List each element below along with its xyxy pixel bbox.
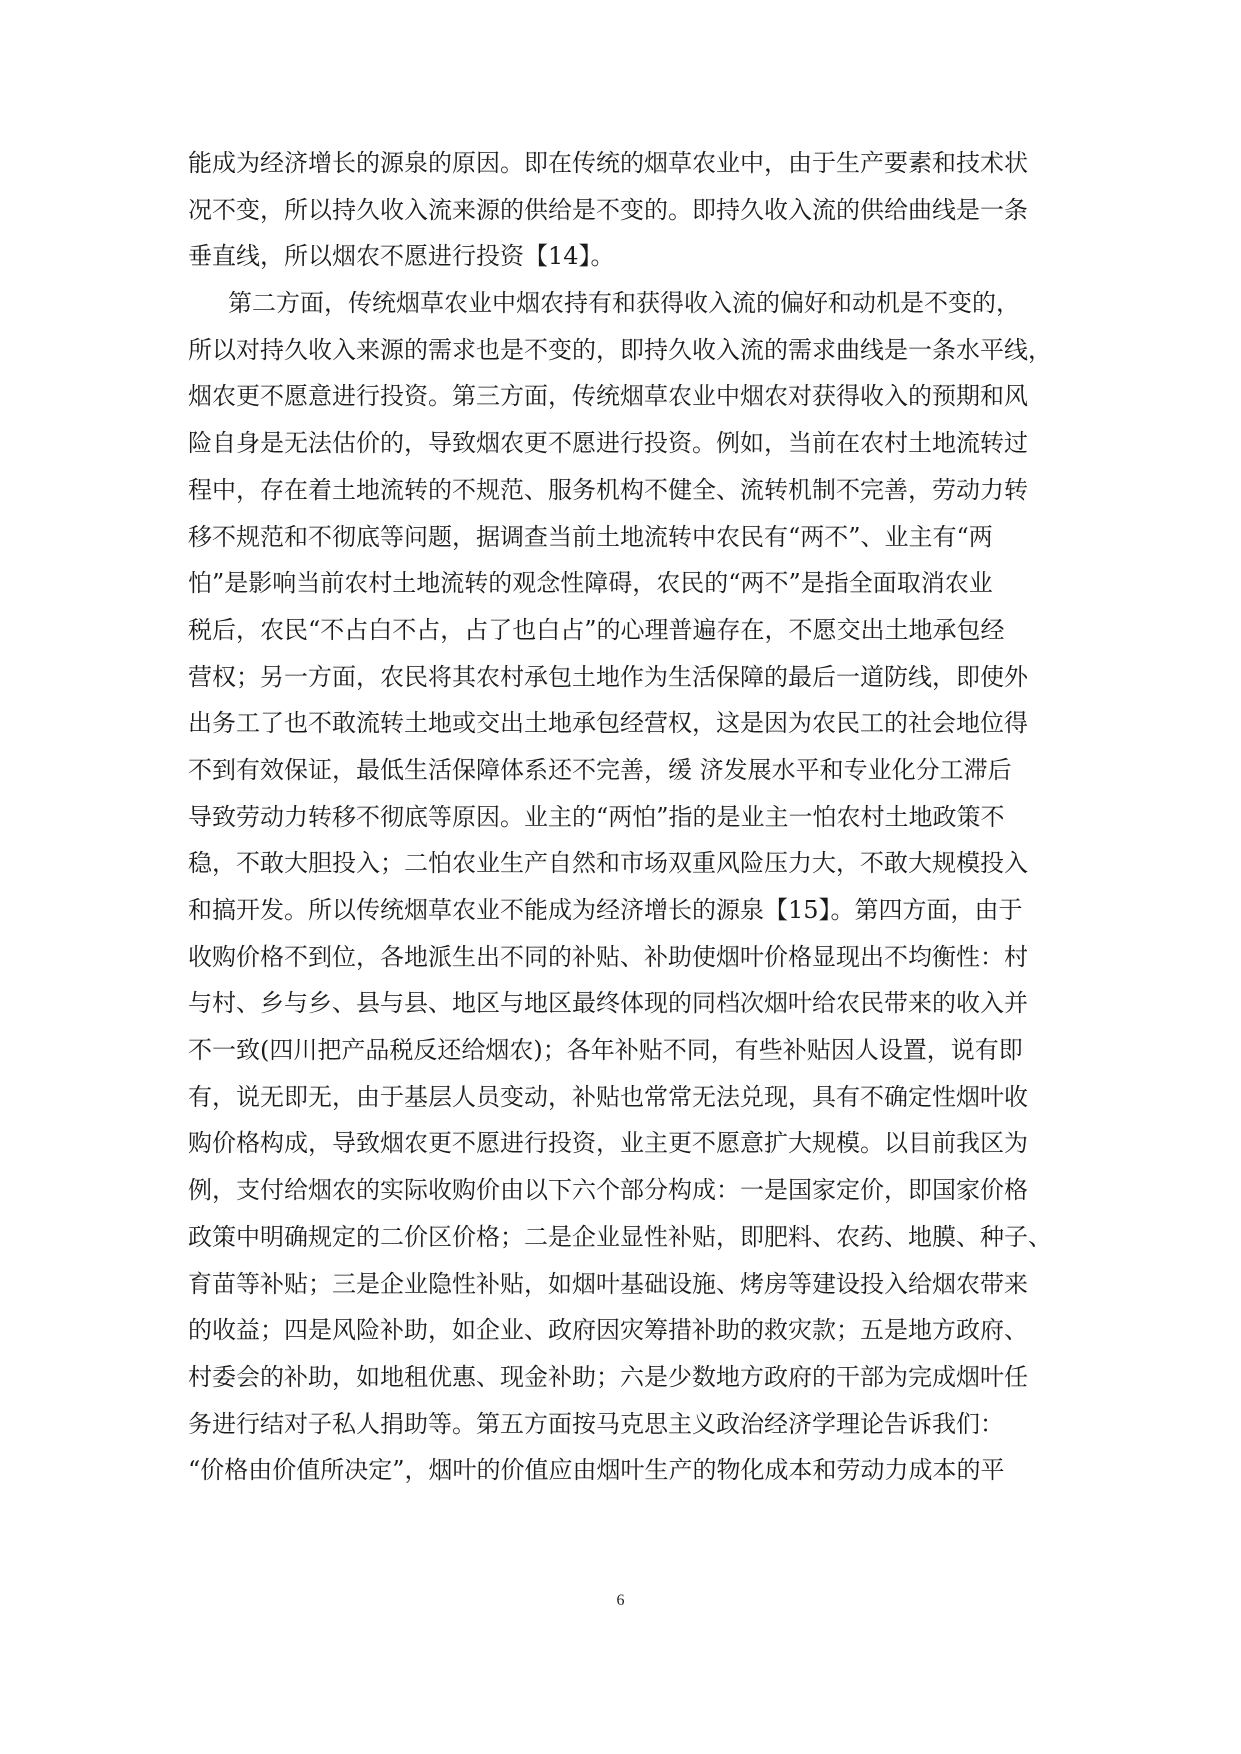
text-line: 政策中明确规定的二价区价格；二是企业显性补贴，即肥料、农药、地膜、种子、: [188, 1222, 1052, 1251]
page-number: 6: [616, 1592, 625, 1609]
text-line: 不到有效保证，最低生活保障体系还不完善，缓 济发展水平和专业化分工滞后: [188, 755, 1012, 784]
text-line: 烟农更不愿意进行投资。第三方面，传统烟草农业中烟农对获得收入的预期和风: [188, 382, 1028, 411]
body-text: [188, 140, 1068, 1494]
text-line: 出务工了也不敢流转土地或交出土地承包经营权，这是因为农民工的社会地位得: [188, 709, 1028, 738]
text-line: 能成为经济增长的源泉的原因。即在传统的烟草农业中，由于生产要素和技术状: [188, 149, 1028, 177]
text-line: 第二方面，传统烟草农业中烟农持有和获得收入流的偏好和动机是不变的，: [228, 289, 1020, 318]
text-line: 例，支付给烟农的实际收购价由以下六个部分构成：一是国家定价，即国家价格: [188, 1176, 1028, 1205]
text-line: “价格由价值所决定”，烟叶的价值应由烟叶生产的物化成本和劳动力成本的平: [188, 1456, 1005, 1485]
text-line: 移不规范和不彻底等问题，据调查当前土地流转中农民有“两不”、业主有“两: [188, 522, 993, 551]
text-line: 险自身是无法估价的，导致烟农更不愿进行投资。例如，当前在农村土地流转过: [188, 429, 1028, 458]
text-line: 的收益；四是风险补助，如企业、政府因灾筹措补助的救灾款；五是地方政府、: [188, 1316, 1028, 1345]
text-line: 与村、乡与乡、县与县、地区与地区最终体现的同档次烟叶给农民带来的收入并: [188, 989, 1028, 1018]
text-line: 稳，不敢大胆投入；二怕农业生产自然和市场双重风险压力大，不敢大规模投入: [188, 849, 1028, 878]
text-line: 育苗等补贴；三是企业隐性补贴，如烟叶基础设施、烤房等建设投入给烟农带来: [188, 1269, 1028, 1298]
text-line: 收购价格不到位，各地派生出不同的补贴、补助使烟叶价格显现出不均衡性：村: [188, 942, 1028, 971]
text-line: 营权；另一方面，农民将其农村承包土地作为生活保障的最后一道防线，即使外: [188, 662, 1028, 691]
text-line: 垂直线，所以烟农不愿进行投资【14】。: [188, 242, 615, 271]
text-line: 村委会的补助，如地租优惠、现金补助；六是少数地方政府的干部为完成烟叶任: [188, 1362, 1028, 1391]
text-line: 税后，农民“不占白不占，占了也白占”的心理普遍存在，不愿交出土地承包经: [188, 615, 1005, 644]
text-line: 购价格构成，导致烟农更不愿进行投资，业主更不愿意扩大规模。以目前我区为: [188, 1129, 1028, 1158]
text-line: 务进行结对子私人捐助等。第五方面按马克思主义政治经济学理论告诉我们：: [188, 1409, 1004, 1438]
text-line: 况不变，所以持久收入流来源的供给是不变的。即持久收入流的供给曲线是一条: [188, 195, 1028, 224]
text-line: 不一致(四川把产品税反还给烟农)；各年补贴不同，有些补贴因人设置，说有即: [188, 1036, 1023, 1065]
text-line: 导致劳动力转移不彻底等原因。业主的“两怕”指的是业主一怕农村土地政策不: [188, 802, 1005, 831]
text-line: 有，说无即无，由于基层人员变动，补贴也常常无法兑现，具有不确定性烟叶收: [188, 1082, 1028, 1111]
text-line: 所以对持久收入来源的需求也是不变的，即持久收入流的需求曲线是一条水平线，: [188, 335, 1052, 364]
text-line: 和搞开发。所以传统烟草农业不能成为经济增长的源泉【15】。第四方面，由于: [188, 896, 1023, 924]
text-line: 程中，存在着土地流转的不规范、服务机构不健全、流转机制不完善，劳动力转: [188, 475, 1028, 504]
text-line: 怕”是影响当前农村土地流转的观念性障碍，农民的“两不”是指全面取消农业: [188, 569, 993, 598]
